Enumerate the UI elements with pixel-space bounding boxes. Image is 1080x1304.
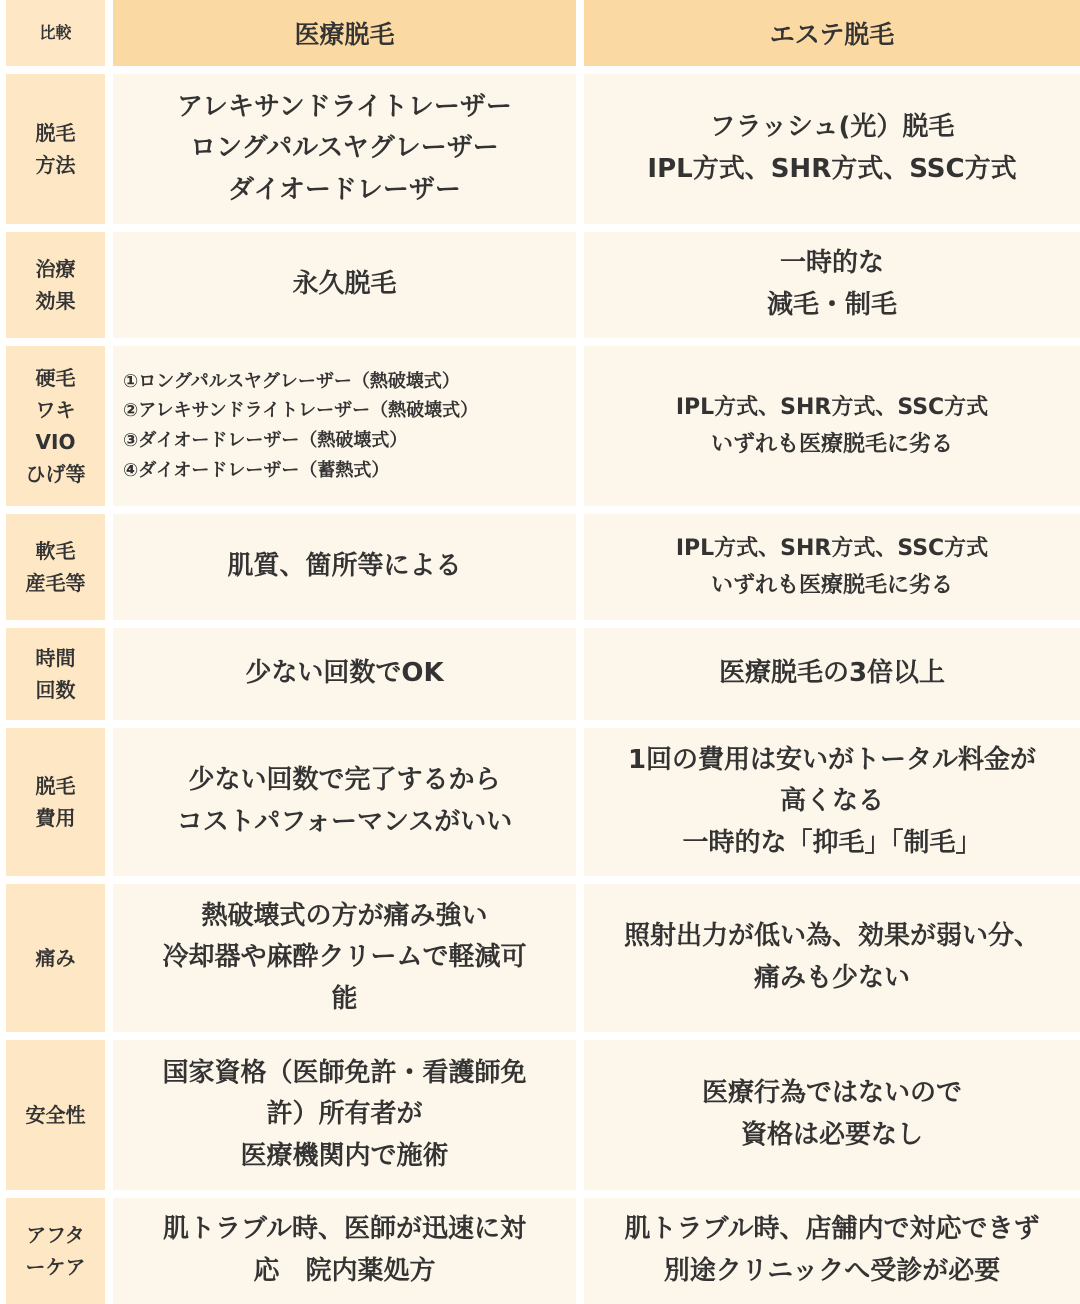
header-medical: 医療脱毛 (113, 0, 576, 66)
medical-effect: 永久脱毛 (113, 232, 576, 338)
medical-cost: 少ない回数で完了するから コストパフォーマンスがいい (113, 728, 576, 876)
medical-coarse-hair: ①ロングパルスヤグレーザー（熱破壊式） ②アレキサンドライトレーザー（熱破壊式） ③ダイオードレーザー（熱破壊式） ④ダイオードレーザー（蓄熱式） (113, 346, 576, 506)
esthe-pain: 照射出力が低い為、効果が弱い分、 痛みも少ない (584, 884, 1080, 1032)
medical-safety: 国家資格（医師免許・看護師免 許）所有者が 医療機関内で施術 (113, 1040, 576, 1190)
esthe-method: フラッシュ(光）脱毛 IPL方式、SHR方式、SSC方式 (584, 74, 1080, 224)
medical-pain: 熱破壊式の方が痛み強い 冷却器や麻酔クリームで軽減可 能 (113, 884, 576, 1032)
esthe-time-count: 医療脱毛の3倍以上 (584, 628, 1080, 720)
row-label-pain: 痛み (6, 884, 105, 1032)
esthe-cost: 1回の費用は安いがトータル料金が 高くなる 一時的な「抑毛」「制毛」 (584, 728, 1080, 876)
row-label-effect: 治療 効果 (6, 232, 105, 338)
medical-time-count: 少ない回数でOK (113, 628, 576, 720)
row-label-coarse-hair: 硬毛 ワキ VIO ひげ等 (6, 346, 105, 506)
row-label-aftercare: アフタ ーケア (6, 1198, 105, 1304)
esthe-fine-hair: IPL方式、SHR方式、SSC方式 いずれも医療脱毛に劣る (584, 514, 1080, 620)
row-label-fine-hair: 軟毛 産毛等 (6, 514, 105, 620)
esthe-coarse-hair: IPL方式、SHR方式、SSC方式 いずれも医療脱毛に劣る (584, 346, 1080, 506)
esthe-safety: 医療行為ではないので 資格は必要なし (584, 1040, 1080, 1190)
row-label-cost: 脱毛 費用 (6, 728, 105, 876)
header-compare: 比較 (6, 0, 105, 66)
medical-aftercare: 肌トラブル時、医師が迅速に対 応 院内薬処方 (113, 1198, 576, 1304)
medical-fine-hair: 肌質、箇所等による (113, 514, 576, 620)
row-label-time-count: 時間 回数 (6, 628, 105, 720)
row-label-safety: 安全性 (6, 1040, 105, 1190)
esthe-aftercare: 肌トラブル時、店舗内で対応できず 別途クリニックへ受診が必要 (584, 1198, 1080, 1304)
esthe-effect: 一時的な 減毛・制毛 (584, 232, 1080, 338)
medical-method: アレキサンドライトレーザー ロングパルスヤグレーザー ダイオードレーザー (113, 74, 576, 224)
row-label-method: 脱毛 方法 (6, 74, 105, 224)
header-esthe: エステ脱毛 (584, 0, 1080, 66)
